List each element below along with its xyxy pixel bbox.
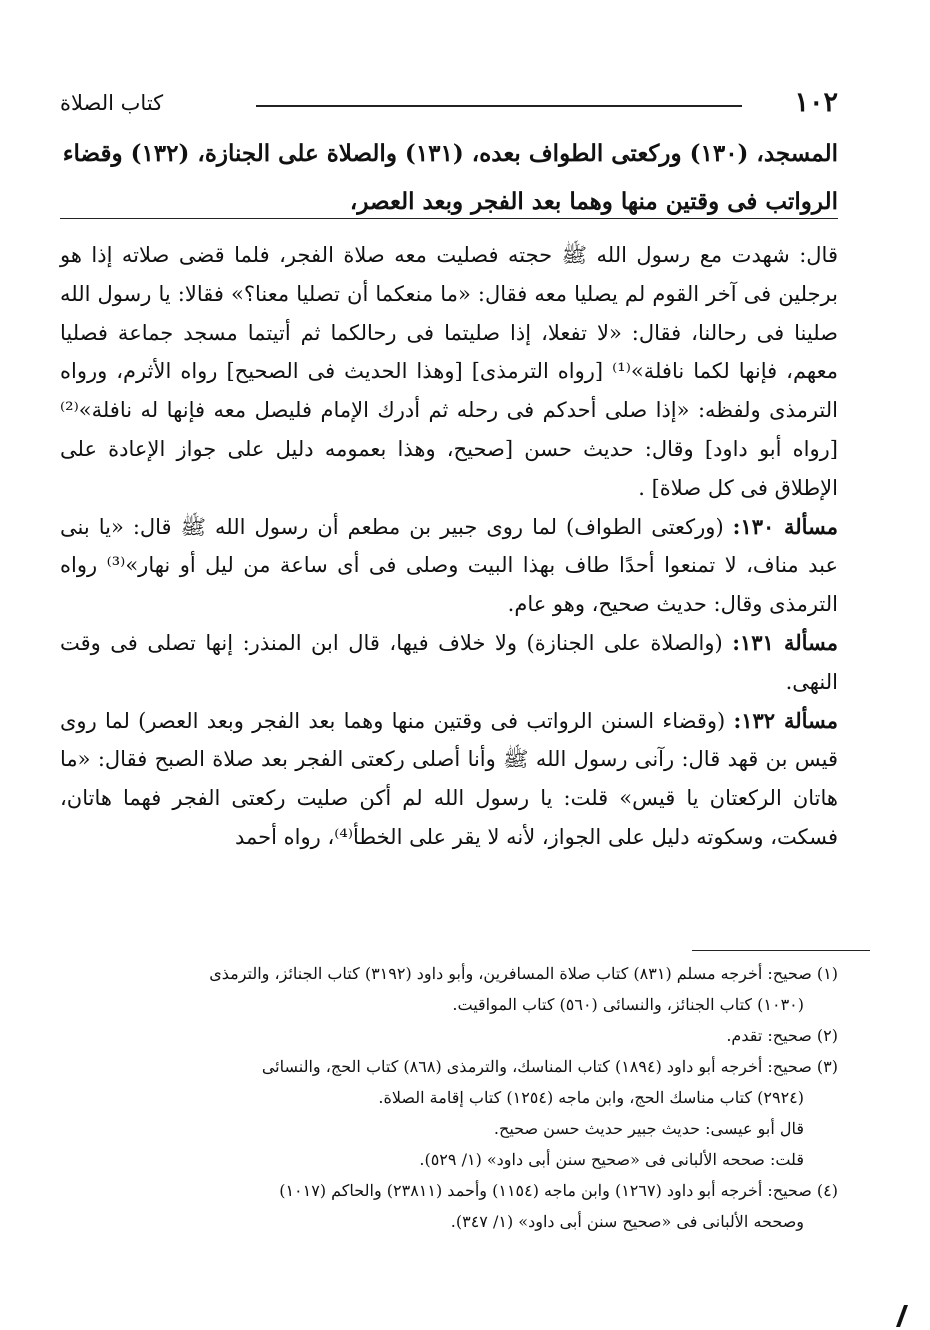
footnote-line: قلت: صححه الألبانى فى «صحيح سنن أبى داود» (١/ ٥٢٩).	[419, 1150, 804, 1169]
book-title: كتاب الصلاة	[60, 91, 164, 115]
matn-separator-rule	[60, 218, 838, 219]
footnote-line: (٢٩٢٤) كتاب مناسك الحج، وابن ماجه (١٢٥٤) كتاب إقامة الصلاة.	[378, 1088, 804, 1107]
footnote-line: وصححه الألبانى فى «صحيح سنن أبى داود» (١/ ٣٤٧).	[450, 1212, 804, 1231]
matn-line: الرواتب فى وقتين منها وهما بعد الفجر وبعد العصر،	[349, 188, 838, 215]
masala-text: (والصلاة على الجنازة) ولا خلاف فيها، قال ابن المنذر: إنها تصلى فى وقت النهى.	[60, 630, 838, 694]
footnote-line: (١٠٣٠) كتاب الجنائز، والنسائى (٥٦٠) كتاب المواقيت.	[452, 995, 804, 1014]
footnote-line: (٢) صحيح: تقدم.	[726, 1026, 838, 1045]
footnote-line: (٣) صحيح: أخرجه أبو داود (١٨٩٤) كتاب المناسك، والترمذى (٨٦٨) كتاب الحج، والنسائى	[261, 1057, 838, 1076]
masala-130	[60, 508, 838, 624]
masala-text: (وركعتى الطواف) لما روى جبير بن مطعم أن رسول الله ﷺ قال: «يا بنى عبد مناف، لا تمنعوا أحدًا طاف بهذا البيت وصلى فى أى ساعة من ليل أو نهار»⁽³⁾ رواه الترمذى وقال: حديث صحيح، وهو عام.	[60, 514, 839, 617]
masala-label: مسألة ١٣١:	[732, 629, 838, 655]
page-number: ١٠٢	[794, 87, 838, 118]
masala-label: مسألة ١٣٢:	[733, 707, 838, 733]
footnotes	[60, 958, 838, 1237]
masala-132	[60, 702, 838, 857]
page-header	[60, 86, 838, 122]
footnote-line: (٤) صحيح: أخرجه أبو داود (١٢٦٧) وابن ماجه (١١٥٤) وأحمد (٢٣٨١١) والحاكم (١٠١٧)	[279, 1181, 838, 1200]
matn-line: المسجد، (١٣٠) وركعتى الطواف بعده، (١٣١) والصلاة على الجنازة، (١٣٢) وقضاء	[62, 140, 838, 167]
masala-131	[60, 624, 838, 702]
masala-text: (وقضاء السنن الرواتب فى وقتين منها وهما بعد الفجر وبعد العصر) لما روى قيس بن قهد قال: رآنى رسول الله ﷺ وأنا أصلى ركعتى الفجر بعد صلاة الصبح فقال: «ما هاتان الركعتان يا قيس» قلت: يا رسول الله لم أكن صليت ركعتى الفجر فهما هاتان، فسكت، وسكوته دليل على الجواز، لأنه لا يقر على الخطأ⁽⁴⁾، رواه أحمد	[60, 708, 838, 849]
masala-label: مسألة ١٣٠:	[732, 513, 838, 539]
header-rule	[256, 105, 742, 107]
footnote-line: (١) صحيح: أخرجه مسلم (٨٣١) كتاب صلاة المسافرين، وأبو داود (٣١٩٢) كتاب الجنائز، والترمذى	[209, 964, 838, 983]
footnote-line: قال أبو عيسى: حديث جبير حديث حسن صحيح.	[493, 1119, 804, 1138]
commentary-paragraph: قال: شهدت مع رسول الله ﷺ حجته فصليت معه صلاة الفجر، فلما قضى صلاته إذا هو برجلين فى آخر القوم لم يصليا معه فقال: «ما منعكما أن تصليا معنا؟» فقالا: يا رسول الله صلينا فى رحالنا، فقال: «لا تفعلا، إذا صليتما فى رحالكما ثم أتيتما مسجد جماعة فصليا معهم، فإنها لكما نافلة»⁽¹⁾ [رواه الترمذى] [وهذا الحديث فى الصحيح] رواه الأثرم، ورواه الترمذى ولفظه: «إذا صلى أحدكم فى رحله ثم أدرك الإمام فليصل معه فإنها له نافلة»⁽²⁾ [رواه أبو داود] وقال: حديث حسن [صحيح، وهذا بعمومه دليل على جواز الإعادة على الإطلاق فى كل صلاة] .	[60, 243, 838, 500]
page-corner-mark	[896, 1305, 908, 1327]
footnote-rule	[692, 950, 870, 951]
matn-text	[60, 130, 838, 226]
commentary-body	[60, 236, 838, 857]
